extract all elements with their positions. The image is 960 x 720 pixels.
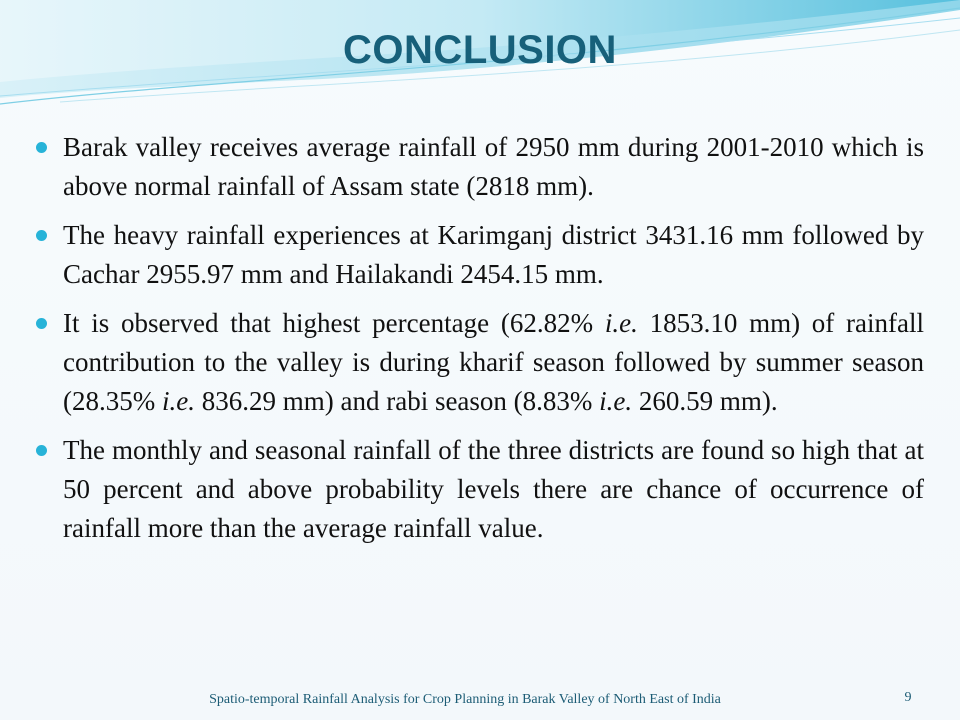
bullet-item — [36, 128, 924, 206]
bullet-text — [63, 308, 924, 416]
bullet-text — [63, 220, 924, 289]
text-segment: It is observed that highest percentage (62.82% — [63, 308, 605, 338]
text-segment: 1853.10 mm) of rainfall contribution to the valley is during kharif season followed by summer season (28.35% — [63, 308, 925, 416]
text-segment: 836.29 mm) and rabi season (8.83% — [194, 386, 600, 416]
bullet-text — [63, 435, 924, 543]
bullet-dot-icon — [36, 230, 47, 241]
text-segment: Barak valley receives average rainfall of 2950 mm during 2001-2010 which is above normal rainfall of Assam state (2818 mm). — [63, 132, 924, 201]
slide-footer: Spatio-temporal Rainfall Analysis for Crop Planning in Barak Valley of North East of India — [209, 692, 721, 707]
italic-abbrev: i.e. — [161, 386, 195, 416]
slide-title: CONCLUSION — [343, 28, 617, 72]
bullet-item — [36, 216, 924, 294]
text-segment: The monthly and seasonal rainfall of the three districts are found so high that at 50 percent and above probability levels there are chance of occurrence of rainfall more than the average rainfall value. — [63, 435, 924, 543]
bullet-item — [36, 304, 924, 421]
bullet-dot-icon — [36, 318, 47, 329]
text-segment: 260.59 mm). — [632, 386, 778, 416]
bullet-text — [63, 132, 924, 201]
italic-abbrev: i.e. — [599, 386, 633, 416]
text-segment: The heavy rainfall experiences at Karimganj district 3431.16 mm followed by Cachar 2955.97 mm and Hailakandi 2454.15 mm. — [63, 220, 924, 289]
page-number: 9 — [904, 690, 912, 705]
bullet-dot-icon — [36, 142, 47, 153]
italic-abbrev: i.e. — [604, 308, 638, 338]
bullet-list — [36, 128, 924, 558]
bullet-item — [36, 431, 924, 548]
bullet-dot-icon — [36, 445, 47, 456]
